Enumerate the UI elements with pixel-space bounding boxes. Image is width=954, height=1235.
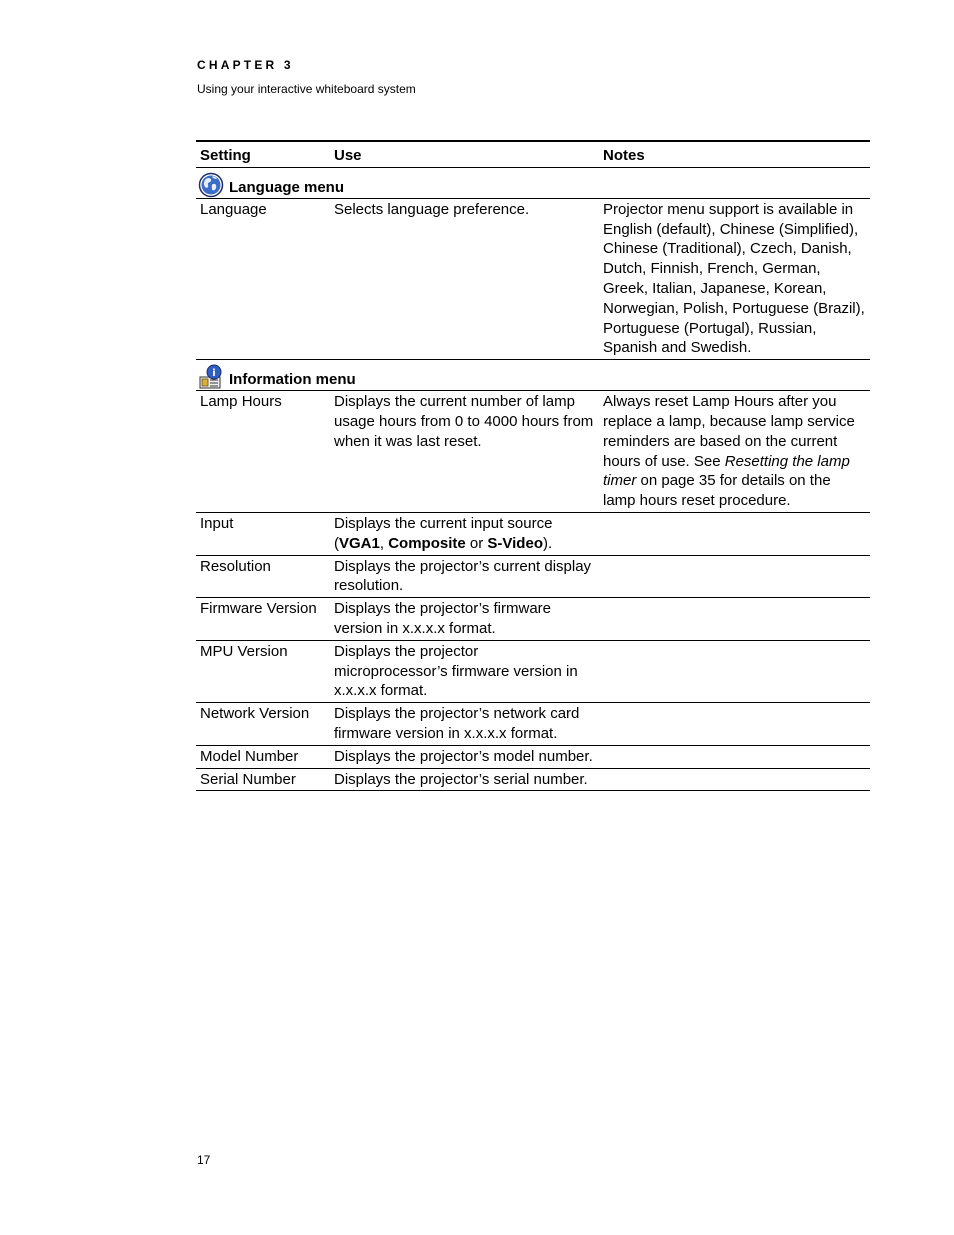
notes-text: Always reset Lamp Hours after you replace a lamp, because lamp service reminders are based on the current hours of use. See (603, 393, 855, 470)
cell-use: Displays the projector’s current display resolution. (330, 555, 599, 598)
section-cell (196, 360, 870, 391)
information-icon (198, 364, 224, 390)
table-row-serial-number (196, 768, 870, 791)
table-row-mpu-version (196, 640, 870, 702)
settings-table (196, 140, 870, 791)
chapter-label: CHAPTER 3 (197, 58, 294, 72)
column-header-setting: Setting (196, 141, 330, 167)
cell-setting: Language (196, 198, 330, 359)
cell-setting: Firmware Version (196, 598, 330, 641)
cell-use: Displays the projector microprocessor’s firmware version in x.x.x.x format. (330, 640, 599, 702)
section-row-information-menu (196, 360, 870, 391)
cell-use: Displays the projector’s firmware version in x.x.x.x format. (330, 598, 599, 641)
cell-setting: Lamp Hours (196, 391, 330, 513)
svg-text:i: i (212, 368, 216, 380)
cell-use: Displays the current number of lamp usage hours from 0 to 4000 hours from when it was last reset. (330, 391, 599, 513)
page-number: 17 (197, 1153, 211, 1167)
cell-notes (599, 703, 870, 746)
cell-setting: MPU Version (196, 640, 330, 702)
use-text: or (465, 534, 488, 552)
table-row-network-version (196, 703, 870, 746)
notes-text: on page 35 for details on the lamp hours reset procedure. (603, 472, 831, 510)
section-cell (196, 167, 870, 198)
input-option-vga1: VGA1 (339, 534, 380, 552)
input-option-s-video: S-Video (487, 534, 543, 552)
table-header-row (196, 141, 870, 167)
globe-icon (198, 172, 224, 198)
cell-notes (599, 768, 870, 791)
cell-notes (599, 391, 870, 513)
section-row-language-menu (196, 167, 870, 198)
cell-notes (599, 640, 870, 702)
cell-use (330, 512, 599, 555)
cell-setting: Input (196, 512, 330, 555)
table-row-resolution (196, 555, 870, 598)
cell-use: Displays the projector’s model number. (330, 745, 599, 768)
input-option-composite: Composite (388, 534, 466, 552)
cell-use: Selects language preference. (330, 198, 599, 359)
cell-notes (599, 598, 870, 641)
use-text: , (379, 534, 389, 552)
cell-setting: Resolution (196, 555, 330, 598)
table-row-model-number (196, 745, 870, 768)
cell-setting: Serial Number (196, 768, 330, 791)
section-title-language: Language menu (229, 179, 345, 196)
cell-notes (599, 745, 870, 768)
cell-notes (599, 555, 870, 598)
cross-reference-link[interactable]: Resetting the lamp timer (603, 452, 850, 490)
cell-notes (599, 512, 870, 555)
table-row-lamp-hours (196, 391, 870, 513)
cell-notes: Projector menu support is available in English (default), Chinese (Simplified), Chinese (Traditional), Czech, Danish, Dutch, Finnish, French, German, Greek, Italian, Japanese, Korean, Norwegian, Polish, Portuguese (Brazil), Portuguese (Portugal), Russian, Spanish and Swedish. (599, 198, 870, 359)
cell-use: Displays the projector’s serial number. (330, 768, 599, 791)
table-row-firmware-version (196, 598, 870, 641)
column-header-notes: Notes (599, 141, 870, 167)
table-row-input (196, 512, 870, 555)
use-text: Displays the current input source ( (334, 514, 553, 552)
cell-use: Displays the projector’s network card firmware version in x.x.x.x format. (330, 703, 599, 746)
section-title-information: Information menu (229, 371, 356, 389)
table-row-language (196, 198, 870, 359)
cell-setting: Model Number (196, 745, 330, 768)
cell-setting: Network Version (196, 703, 330, 746)
use-text: ). (542, 534, 553, 552)
column-header-use: Use (330, 141, 599, 167)
chapter-title: Using your interactive whiteboard system (197, 82, 416, 96)
